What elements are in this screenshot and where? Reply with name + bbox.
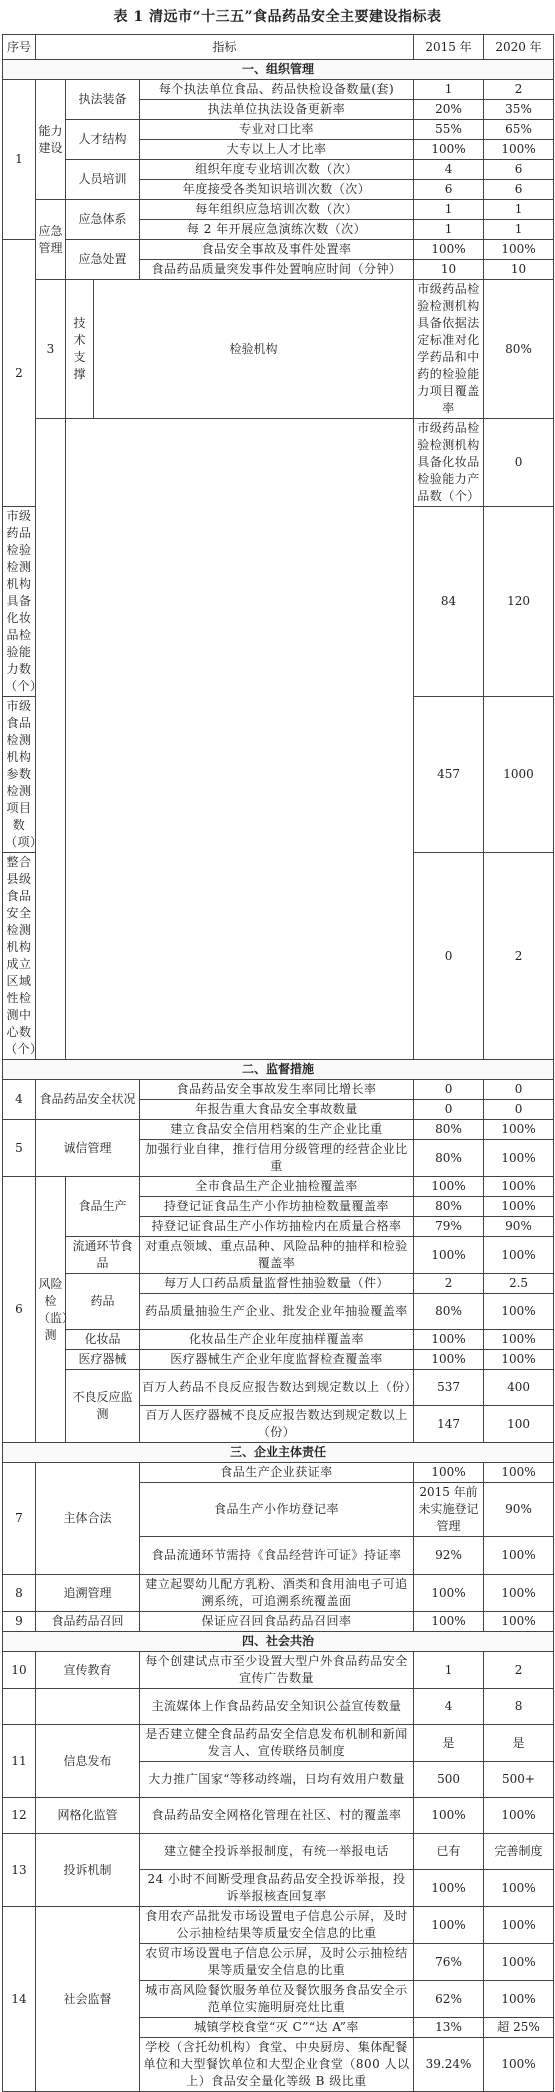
table-row (3, 419, 554, 507)
value-2020-cell: 90% (484, 1217, 554, 1237)
value-2015-cell: 4 (414, 160, 484, 180)
header-cell: 指标 (36, 35, 414, 60)
value-2015-cell: 537 (414, 1370, 484, 1406)
value-2020-cell: 2 (484, 1652, 554, 1689)
indicator-cell: 食用农产品批发市场设置电子信息公示屏，及时公示抽检结果等质量安全信息的比重 (140, 1907, 414, 1944)
section-heading: 一、组织管理 (3, 60, 554, 80)
value-2015-cell: 1 (414, 200, 484, 220)
indicator-cell: 市级药品检验检测机构具备依据法定标准对化学药品和中药的检验能力项目覆盖率 (414, 280, 484, 419)
category-label: 应急体系 (66, 200, 140, 240)
row-number: 5 (3, 1120, 36, 1177)
row-number: 6 (3, 1177, 36, 1443)
value-2015-cell: 100% (414, 1907, 484, 1944)
category-label: 检验机构 (94, 280, 414, 419)
value-2020-cell: 100% (484, 1350, 554, 1370)
value-2015-cell: 100% (414, 1177, 484, 1197)
value-2020-cell: 100% (484, 1575, 554, 1612)
value-2020-cell: 100% (484, 1330, 554, 1350)
category-label: 流通环节食品 (66, 1237, 140, 1274)
value-2020-cell: 2 (484, 80, 554, 100)
table-title: 表 1 清远市“十三五”食品药品安全主要建设指标表 (113, 9, 442, 25)
category-label: 执法装备 (66, 80, 140, 120)
section-heading: 三、企业主体责任 (3, 1443, 554, 1463)
value-2015-cell: 100% (414, 1330, 484, 1350)
value-2015-cell: 0 (414, 853, 484, 1060)
value-2020-cell: 120 (484, 507, 554, 697)
value-2015-cell: 100% (414, 1798, 484, 1834)
indicator-cell: 百万人药品不良反应报告数达到规定数以上（份） (140, 1370, 414, 1406)
category-label: 人才结构 (66, 120, 140, 160)
value-2020-cell: 65% (484, 120, 554, 140)
indicator-cell: 全市食品生产企业抽检覆盖率 (140, 1177, 414, 1197)
value-2015-cell: 100% (414, 1575, 484, 1612)
value-2020-cell: 100% (484, 1463, 554, 1483)
value-2015-cell: 92% (414, 1537, 484, 1575)
row-number: 8 (3, 1575, 36, 1612)
category-label: 网格化监管 (36, 1798, 140, 1834)
value-2015-cell: 0 (414, 1080, 484, 1100)
value-2015-cell: 13% (414, 2018, 484, 2038)
value-2020-cell: 35% (484, 100, 554, 120)
value-2015-cell: 1 (414, 220, 484, 240)
indicator-cell: 每万人口药品质量监督性抽验数量（件） (140, 1274, 414, 1294)
value-2015-cell: 62% (414, 1981, 484, 2018)
section-row (3, 1443, 554, 1463)
row-number: 12 (3, 1798, 36, 1834)
blank-cell (3, 1689, 36, 1725)
category-label: 人员培训 (66, 160, 140, 200)
value-2020-cell: 2.5 (484, 1274, 554, 1294)
value-2020-cell: 100% (484, 1870, 554, 1907)
value-2015-cell: 20% (414, 100, 484, 120)
indicator-cell: 食品药品安全网格化管理在社区、村的覆盖率 (140, 1798, 414, 1834)
section-heading: 四、社会共治 (3, 1632, 554, 1652)
indicator-cell: 执法单位执法设备更新率 (140, 100, 414, 120)
indicator-cell: 食品药品质量突发事件处置响应时间（分钟） (140, 260, 414, 280)
value-2020-cell: 1 (484, 200, 554, 220)
value-2020-cell: 100% (484, 240, 554, 260)
value-2015-cell: 0 (414, 1100, 484, 1120)
category-label: 社会监督 (36, 1907, 140, 2092)
value-2020-cell: 1 (484, 220, 554, 240)
indicator-cell: 主流媒体上作食品药品安全知识公益宣传数量 (140, 1689, 414, 1725)
value-2015-cell: 4 (414, 1689, 484, 1725)
category-label: 宣传教育 (36, 1652, 140, 1689)
table-row (3, 1612, 554, 1632)
value-2020-cell: 100% (484, 2038, 554, 2092)
value-2020-cell: 完善制度 (484, 1834, 554, 1870)
value-2015-cell: 100% (414, 1463, 484, 1483)
category-label: 食品药品安全状况 (36, 1080, 140, 1120)
value-2015-cell: 10 (414, 260, 484, 280)
value-2015-cell: 已有 (414, 1834, 484, 1870)
value-2020-cell: 100% (484, 1294, 554, 1330)
value-2020-cell: 100% (484, 1537, 554, 1575)
category-label: 不良反应监测 (66, 1370, 140, 1443)
indicator-cell: 市级食品检测机构参数检测项目数（项） (3, 697, 36, 853)
value-2020-cell: 0 (484, 1100, 554, 1120)
value-2015-cell: 100% (414, 1870, 484, 1907)
value-2015-cell: 100% (414, 140, 484, 160)
table-row (3, 1274, 554, 1294)
row-number: 9 (3, 1612, 36, 1632)
indicator-cell: 持登记证食品生产小作坊抽检数量覆盖率 (140, 1197, 414, 1217)
indicator-cell: 食品流通环节需持《食品经营许可证》持证率 (140, 1537, 414, 1575)
indicator-cell: 保证应召回食品药品召回率 (140, 1612, 414, 1632)
category-label: 诚信管理 (36, 1120, 140, 1177)
value-2015-cell: 500 (414, 1762, 484, 1798)
indicator-cell: 加强行业自律，推行信用分级管理的经营企业比重 (140, 1140, 414, 1177)
indicator-cell: 化妆品生产企业年度抽样覆盖率 (140, 1330, 414, 1350)
value-2020-cell: 6 (484, 180, 554, 200)
value-2020-cell: 100% (484, 1907, 554, 1944)
section-heading: 二、监督措施 (3, 1060, 554, 1080)
table-row (3, 1834, 554, 1870)
table-row (3, 80, 554, 100)
value-2020-cell: 2 (484, 853, 554, 1060)
value-2020-cell: 超 25% (484, 2018, 554, 2038)
value-2015-cell: 39.24% (414, 2038, 484, 2092)
table-row (3, 1907, 554, 1944)
table-row (3, 1652, 554, 1689)
value-2015-cell: 80% (414, 1120, 484, 1140)
indicator-cell: 食品药品安全事故发生率同比增长率 (140, 1080, 414, 1100)
value-2015-cell: 2 (414, 1274, 484, 1294)
indicator-cell: 建立食品安全信用档案的生产企业比重 (140, 1120, 414, 1140)
indicator-cell: 食品生产小作坊登记率 (140, 1483, 414, 1537)
value-2015-cell: 457 (414, 697, 484, 853)
header-cell: 序号 (3, 35, 36, 60)
value-2015-cell: 76% (414, 1944, 484, 1981)
table-row (3, 280, 554, 419)
indicator-cell: 持登记证食品生产小作坊抽检内在质量合格率 (140, 1217, 414, 1237)
indicator-cell: 专业对口比率 (140, 120, 414, 140)
value-2020-cell: 100 (484, 1406, 554, 1443)
category-label: 应急处置 (66, 240, 140, 280)
category-label: 主体合法 (36, 1463, 140, 1575)
value-2015-cell: 147 (414, 1406, 484, 1443)
indicator-cell: 建立起婴幼儿配方乳粉、酒类和食用油电子可追溯系统，可追溯系统覆盖面 (140, 1575, 414, 1612)
value-2020-cell: 8 (484, 1689, 554, 1725)
value-2020-cell: 0 (484, 1080, 554, 1100)
table-row (3, 1120, 554, 1140)
indicator-cell: 大力推广国家“等移动终端，日均有效用户数量 (140, 1762, 414, 1798)
category-label: 药品 (66, 1274, 140, 1330)
value-2015-cell: 100% (414, 1612, 484, 1632)
value-2015-cell: 100% (414, 1237, 484, 1274)
value-2020-cell: 1000 (484, 697, 554, 853)
indicator-cell: 农贸市场设置电子信息公示屏，及时公示抽检结果等质量安全信息的比重 (140, 1944, 414, 1981)
value-2020-cell: 是 (484, 1725, 554, 1762)
indicator-table (2, 34, 554, 2092)
value-2020-cell: 400 (484, 1370, 554, 1406)
section-row (3, 60, 554, 80)
category-label: 追溯管理 (36, 1575, 140, 1612)
indicator-cell: 每个创建试点市至少设置大型户外食品药品安全宣传广告数量 (140, 1652, 414, 1689)
table-row (3, 1177, 554, 1197)
value-2015-cell: 55% (414, 120, 484, 140)
table-row (3, 1237, 554, 1274)
value-2015-cell: 80% (414, 1140, 484, 1177)
category-label: 投诉机制 (36, 1834, 140, 1907)
indicator-cell: 学校（含托幼机构）食堂、中央厨房、集体配餐单位和大型餐饮单位和大型企业食堂（800 人以上）食品安全量化等级 B 级比重 (140, 2038, 414, 2092)
value-2015-cell: 是 (414, 1725, 484, 1762)
blank-cell (36, 1689, 140, 1725)
row-number: 2 (3, 240, 36, 507)
table-row (3, 1350, 554, 1370)
category-label: 信息发布 (36, 1725, 140, 1798)
category-label: 技术支撑 (66, 280, 94, 419)
category-label: 能力建设 (36, 80, 66, 200)
value-2015-cell: 100% (414, 240, 484, 260)
table-row (3, 1370, 554, 1406)
category-label: 医疗器械 (66, 1350, 140, 1370)
value-2020-cell: 100% (484, 1140, 554, 1177)
value-2015-cell: 80% (414, 1197, 484, 1217)
row-number: 13 (3, 1834, 36, 1907)
value-2015-cell: 80% (484, 280, 554, 419)
value-2015-cell: 2015 年前未实施登记管理 (414, 1483, 484, 1537)
value-2020-cell: 100% (484, 1177, 554, 1197)
row-number: 3 (36, 280, 66, 419)
value-2020-cell: 100% (484, 1120, 554, 1140)
row-number: 1 (3, 80, 36, 240)
indicator-cell: 建立健全投诉举报制度，有统一举报电话 (140, 1834, 414, 1870)
indicator-cell: 大专以上人才比率 (140, 140, 414, 160)
value-2015-cell: 0 (484, 419, 554, 507)
indicator-cell: 每 2 年开展应急演练次数（次） (140, 220, 414, 240)
row-number: 4 (3, 1080, 36, 1120)
category-label: 食品生产 (66, 1177, 140, 1237)
table-row (3, 1463, 554, 1483)
indicator-cell: 食品安全事故及事件处置率 (140, 240, 414, 260)
value-2015-cell: 1 (414, 1652, 484, 1689)
row-number: 7 (3, 1463, 36, 1575)
indicator-cell: 医疗器械生产企业年度监督检查覆盖率 (140, 1350, 414, 1370)
value-2020-cell: 100% (484, 1798, 554, 1834)
table-row (3, 240, 554, 260)
table-row (3, 1575, 554, 1612)
indicator-cell: 药品质量抽验生产企业、批发企业年抽验覆盖率 (140, 1294, 414, 1330)
table-row (3, 200, 554, 220)
indicator-cell: 是否建立健全食品药品安全信息发布机制和新闻发言人、宣传联络员制度 (140, 1725, 414, 1762)
indicator-cell: 城镇学校食堂“灭 C”“达 A”率 (140, 2018, 414, 2038)
indicator-cell: 百万人医疗器械不良反应报告数达到规定数以上（份） (140, 1406, 414, 1443)
indicator-cell: 城市高风险餐饮服务单位及餐饮服务食品安全示范单位实施明厨亮灶比重 (140, 1981, 414, 2018)
table-row (3, 1080, 554, 1100)
category-label: 应急管理 (36, 200, 66, 280)
table-row (3, 120, 554, 140)
row-number: 10 (3, 1652, 36, 1689)
value-2020-cell: 10 (484, 260, 554, 280)
table-row (3, 1689, 554, 1725)
indicator-cell: 市级药品检验检测机构具备化妆品检验能力数（个） (3, 507, 36, 697)
header-cell: 2020 年 (484, 35, 554, 60)
row-number: 14 (3, 1907, 36, 2092)
section-row (3, 1060, 554, 1080)
category-label: 风险检（监）测 (36, 1177, 66, 1443)
value-2020-cell: 100% (484, 1981, 554, 2018)
value-2020-cell: 100% (484, 1944, 554, 1981)
section-row (3, 1632, 554, 1652)
indicator-cell: 对重点领域、重点品种、风险品种的抽样和检验覆盖率 (140, 1237, 414, 1274)
indicator-cell: 24 小时不间断受理食品药品安全投诉举报，投诉举报核查回复率 (140, 1870, 414, 1907)
header-cell: 2015 年 (414, 35, 484, 60)
value-2015-cell: 6 (414, 180, 484, 200)
indicator-cell: 组织年度专业培训次数（次） (140, 160, 414, 180)
value-2020-cell: 90% (484, 1483, 554, 1537)
value-2020-cell: 100% (484, 1197, 554, 1217)
category-label: 食品药品召回 (36, 1612, 140, 1632)
value-2020-cell: 500+ (484, 1762, 554, 1798)
indicator-cell: 食品生产企业获证率 (140, 1463, 414, 1483)
value-2020-cell: 6 (484, 160, 554, 180)
table-row (3, 1798, 554, 1834)
value-2015-cell: 100% (414, 1350, 484, 1370)
indicator-cell: 每年组织应急培训次数（次） (140, 200, 414, 220)
indicator-cell: 年报告重大食品安全事故数量 (140, 1100, 414, 1120)
table-row (3, 160, 554, 180)
indicator-cell: 整合县级食品安全检测机构成立区域性检测中心数（个） (3, 853, 36, 1060)
table-row (3, 1330, 554, 1350)
value-2015-cell: 80% (414, 1294, 484, 1330)
blank-cell (66, 419, 414, 1060)
row-number: 11 (3, 1725, 36, 1798)
value-2020-cell: 100% (484, 1237, 554, 1274)
value-2015-cell: 79% (414, 1217, 484, 1237)
category-label: 化妆品 (66, 1330, 140, 1350)
value-2015-cell: 1 (414, 80, 484, 100)
value-2020-cell: 100% (484, 1612, 554, 1632)
indicator-cell: 每个执法单位食品、药品快检设备数量(套) (140, 80, 414, 100)
indicator-cell: 市级药品检验检测机构具备化妆品检验能力产品数（个） (414, 419, 484, 507)
table-row (3, 1725, 554, 1762)
header-row (3, 35, 554, 60)
blank-cell (36, 419, 66, 1060)
value-2020-cell: 100% (484, 140, 554, 160)
indicator-cell: 年度接受各类知识培训次数（次） (140, 180, 414, 200)
value-2015-cell: 84 (414, 507, 484, 697)
